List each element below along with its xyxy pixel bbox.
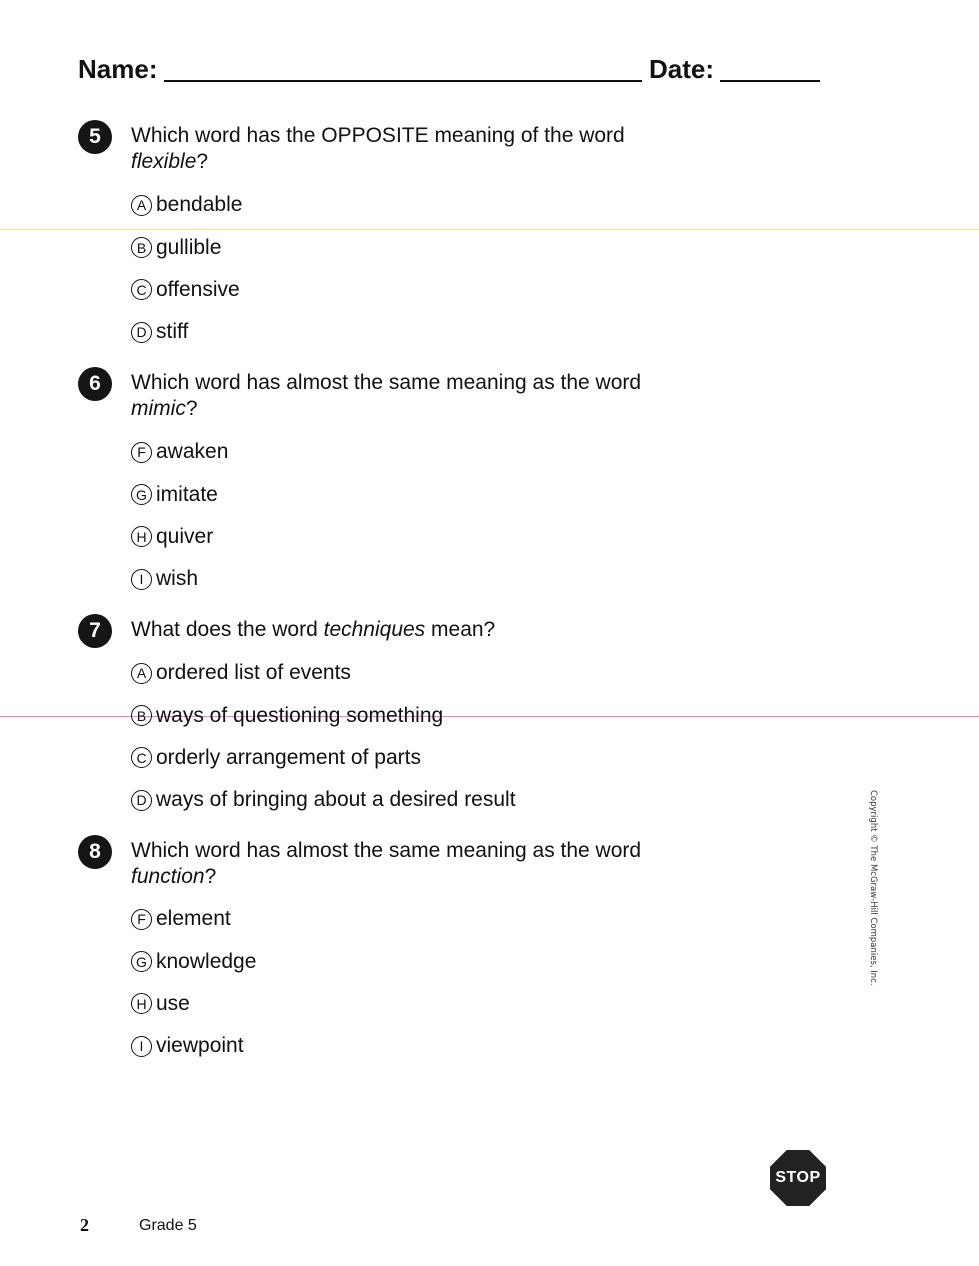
question-number-badge: 6	[78, 367, 112, 401]
question-text-part: Which word has the OPPOSITE meaning of the word	[131, 124, 625, 147]
question-keyword: mimic	[131, 397, 186, 420]
answer-bubble[interactable]: B	[131, 705, 152, 726]
answer-text: awaken	[156, 440, 229, 464]
question-number-badge: 8	[78, 835, 112, 869]
answer-bubble[interactable]: I	[131, 1036, 152, 1057]
answer-option[interactable]	[131, 694, 516, 736]
answer-text: quiver	[156, 524, 214, 548]
answer-bubble[interactable]: C	[131, 279, 152, 300]
answer-text: bendable	[156, 193, 243, 217]
name-line	[164, 80, 642, 82]
answer-options	[131, 898, 256, 1068]
question-text-part: Which word has almost the same meaning as the word	[131, 839, 642, 862]
question-text	[131, 838, 691, 890]
answer-option[interactable]	[131, 269, 242, 311]
copyright-text: Copyright © The McGraw-Hill Companies, Inc.	[868, 790, 878, 986]
answer-bubble[interactable]: G	[131, 484, 152, 505]
date-label: Date:	[649, 54, 715, 84]
answer-bubble[interactable]: A	[131, 195, 152, 216]
answer-text: wish	[156, 567, 199, 591]
answer-bubble[interactable]: H	[131, 526, 152, 547]
answer-bubble[interactable]: F	[131, 909, 152, 930]
answer-bubble[interactable]: F	[131, 442, 152, 463]
question-text-part: ?	[196, 150, 209, 173]
answer-bubble[interactable]: B	[131, 237, 152, 258]
answer-text: ways of questioning something	[156, 703, 444, 727]
answer-text: gullible	[156, 235, 222, 259]
question-text-part: Which word has almost the same meaning as the word	[131, 371, 642, 394]
question-keyword: function	[131, 865, 205, 888]
answer-bubble[interactable]: D	[131, 790, 152, 811]
answer-text: stiff	[156, 320, 189, 344]
answer-text: viewpoint	[156, 1034, 244, 1058]
answer-text: orderly arrangement of parts	[156, 745, 421, 769]
answer-bubble[interactable]: I	[131, 569, 152, 590]
answer-bubble[interactable]: D	[131, 322, 152, 343]
question-text	[131, 370, 691, 422]
name-label: Name:	[78, 54, 158, 84]
answer-options	[131, 652, 516, 822]
answer-text: use	[156, 991, 190, 1015]
answer-option[interactable]	[131, 898, 256, 940]
stop-label: STOP	[775, 1169, 821, 1186]
answer-text: ordered list of events	[156, 661, 351, 685]
question-keyword: flexible	[131, 150, 197, 173]
question-text-part: ?	[204, 865, 217, 888]
grade-label: Grade 5	[139, 1217, 197, 1234]
question-text	[131, 123, 691, 175]
answer-option[interactable]	[131, 940, 256, 982]
name-date-header	[78, 52, 838, 88]
answer-text: element	[156, 907, 231, 931]
answer-option[interactable]	[131, 983, 256, 1025]
answer-text: imitate	[156, 482, 218, 506]
answer-bubble[interactable]: G	[131, 951, 152, 972]
question-number-badge: 5	[78, 120, 112, 154]
answer-text: offensive	[156, 277, 240, 301]
question-number-badge: 7	[78, 614, 112, 648]
answer-option[interactable]	[131, 737, 516, 779]
answer-text: ways of bringing about a desired result	[156, 788, 516, 812]
question-keyword: techniques	[323, 618, 426, 641]
answer-option[interactable]	[131, 311, 242, 353]
answer-bubble[interactable]: H	[131, 993, 152, 1014]
question-text-part: ?	[185, 397, 198, 420]
answer-option[interactable]	[131, 184, 242, 226]
answer-option[interactable]	[131, 558, 228, 600]
stop-sign-icon	[770, 1150, 826, 1206]
answer-options	[131, 184, 242, 354]
answer-option[interactable]	[131, 516, 228, 558]
date-line	[720, 80, 820, 82]
answer-bubble[interactable]: C	[131, 747, 152, 768]
answer-option[interactable]	[131, 779, 516, 821]
question-text	[131, 617, 691, 643]
answer-option[interactable]	[131, 652, 516, 694]
answer-option[interactable]	[131, 473, 228, 515]
answer-options	[131, 431, 228, 601]
answer-option[interactable]	[131, 1025, 256, 1067]
answer-bubble[interactable]: A	[131, 663, 152, 684]
question-text-part: What does the word	[131, 618, 324, 641]
question-text-part: mean?	[425, 618, 496, 641]
copyright-notice	[868, 790, 880, 986]
page-number: 2	[80, 1215, 89, 1235]
answer-option[interactable]	[131, 431, 228, 473]
answer-text: knowledge	[156, 949, 257, 973]
answer-option[interactable]	[131, 226, 242, 268]
